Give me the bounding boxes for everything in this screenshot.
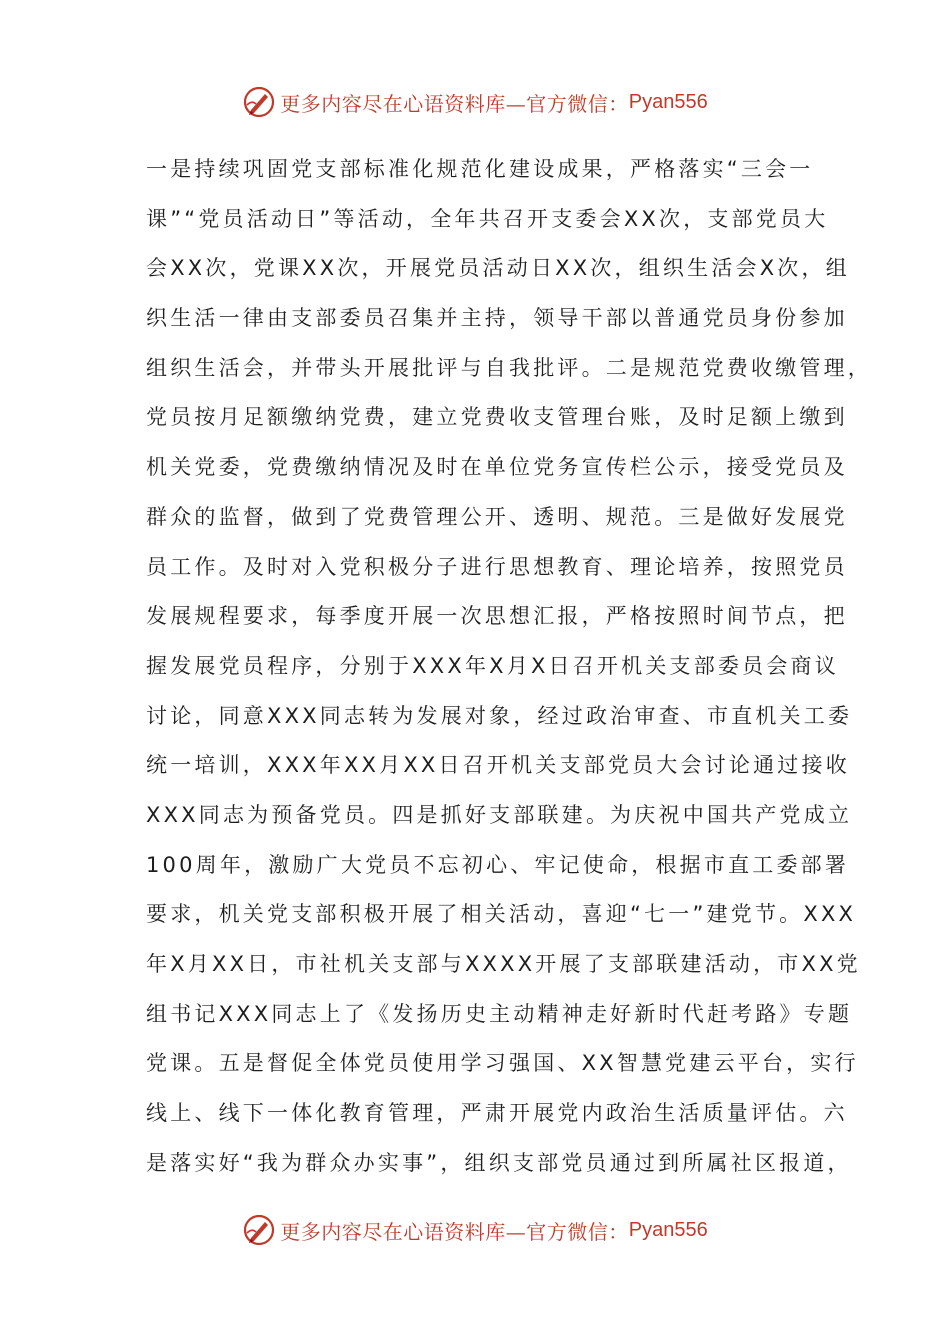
paragraph-line: 党课。五是督促全体党员使用学习强国、XX智慧党建云平台，实行 bbox=[146, 1051, 859, 1076]
paragraph-line: 线上、线下一体化教育管理，严肃开展党内政治生活质量评估。六 bbox=[146, 1101, 848, 1126]
paragraph-line: 要求，机关党支部积极开展了相关活动，喜迎“七一”建党节。XXX bbox=[146, 902, 857, 927]
paragraph-line: 握发展党员程序，分别于XXX年X月X日召开机关支部委员会商议 bbox=[146, 653, 839, 678]
paragraph-line: 群众的监督，做到了党费管理公开、透明、规范。三是做好发展党 bbox=[146, 504, 848, 529]
pen-logo-icon bbox=[242, 1213, 276, 1247]
header-banner-text: 更多内容尽在心语资料库—官方微信： bbox=[280, 91, 629, 116]
paragraph-line: 是落实好“我为群众办实事”，组织支部党员通过到所属社区报道， bbox=[146, 1150, 852, 1175]
header-banner bbox=[0, 80, 950, 124]
footer-wechat-id: Pyan556 bbox=[628, 1218, 708, 1241]
paragraph-line: 年X月XX日，市社机关支部与XXXX开展了支部联建活动，市XX党 bbox=[146, 952, 861, 976]
paragraph-line: 党员按月足额缴纳党费，建立党费收支管理台账，及时足额上缴到 bbox=[146, 405, 848, 430]
footer-banner bbox=[0, 1208, 950, 1252]
paragraph-line: 机关党委，党费缴纳情况及时在单位党务宣传栏公示，接受党员及 bbox=[146, 455, 848, 480]
paragraph-line: 会XX次，党课XX次，开展党员活动日XX次，组织生活会X次，组 bbox=[146, 256, 850, 281]
paragraph-line: 课”“党员活动日”等活动，全年共召开支委会XX次，支部党员大 bbox=[146, 206, 829, 231]
paragraph-line: 组织生活会，并带头开展批评与自我批评。二是规范党费收缴管理， bbox=[146, 355, 872, 380]
paragraph-line: 100周年，激励广大党员不忘初心、牢记使命，根据市直工委部署 bbox=[146, 852, 850, 877]
paragraph-line: XXX同志为预备党员。四是抓好支部联建。为庆祝中国共产党成立 bbox=[146, 802, 853, 827]
paragraph-line: 组书记XXX同志上了《发扬历史主动精神走好新时代赶考路》专题 bbox=[146, 1001, 853, 1026]
paragraph-line: 一是持续巩固党支部标准化规范化建设成果，严格落实“三会一 bbox=[146, 157, 814, 181]
paragraph-line: 统一培训，XXX年XX月XX日召开机关支部党员大会讨论通过接收 bbox=[146, 753, 850, 778]
document-paragraph bbox=[146, 145, 872, 1188]
paragraph-line: 发展规程要求，每季度开展一次思想汇报，严格按照时间节点，把 bbox=[146, 604, 848, 629]
paragraph-line: 员工作。及时对入党积极分子进行思想教育、理论培养，按照党员 bbox=[146, 554, 848, 579]
header-wechat-id: Pyan556 bbox=[628, 90, 708, 113]
footer-banner-text: 更多内容尽在心语资料库—官方微信： bbox=[280, 1219, 629, 1244]
paragraph-line: 织生活一律由支部委员召集并主持，领导干部以普通党员身份参加 bbox=[146, 306, 848, 331]
paragraph-line: 讨论，同意XXX同志转为发展对象，经过政治审查、市直机关工委 bbox=[146, 703, 853, 728]
pen-logo-icon bbox=[242, 85, 276, 119]
